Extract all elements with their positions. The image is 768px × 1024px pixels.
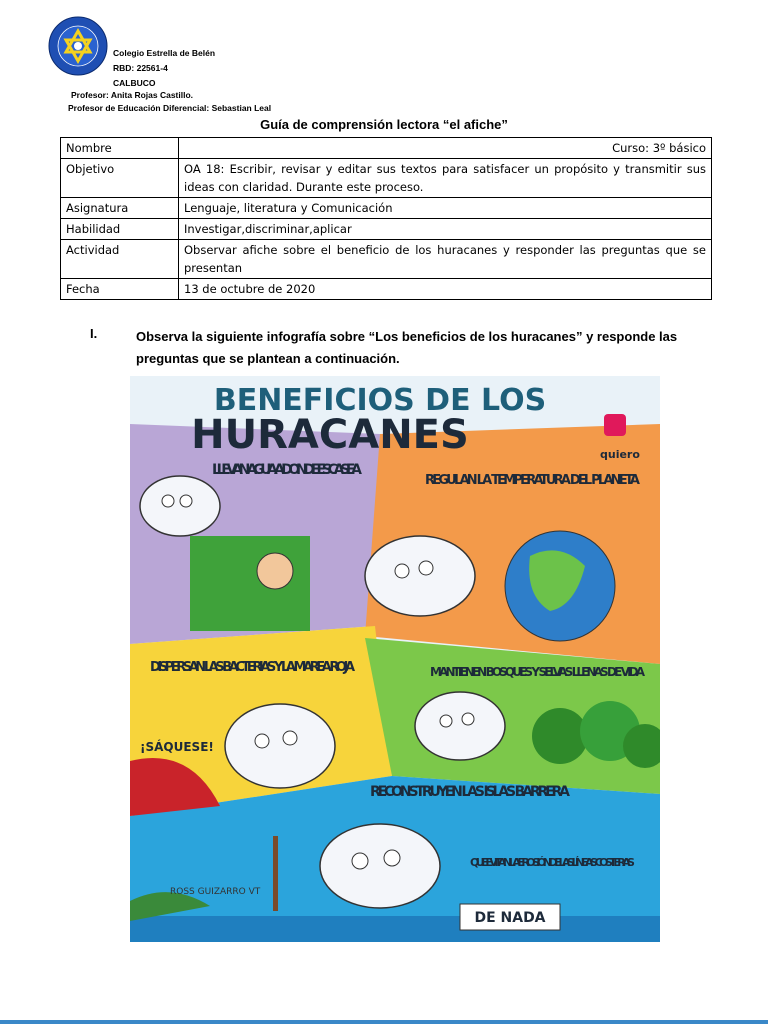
- row-value: Investigar,discriminar,aplicar: [179, 219, 712, 240]
- course-label: Curso: 3º básico: [612, 141, 706, 155]
- hurricane-poster: [130, 376, 660, 942]
- tree: [532, 708, 588, 764]
- school-rbd: RBD: 22561-4: [113, 63, 168, 73]
- cloud-character: [225, 704, 335, 788]
- row-value: Observar afiche sobre el beneficio de los huracanes y responder las preguntas que se presentan: [179, 240, 712, 279]
- brand-logo: [604, 414, 626, 436]
- cloud-character: [320, 824, 440, 908]
- table-row: [61, 198, 712, 219]
- row-label: Fecha: [61, 279, 179, 300]
- table-row: [61, 240, 712, 279]
- row-label: Actividad: [61, 240, 179, 279]
- forest-text: MANTIENEN BOSQUES Y SELVAS LLENAS DE VIDA: [430, 665, 645, 679]
- artist-signature: ROSS GUIZARRO VT: [170, 887, 261, 897]
- cloud-character: [415, 692, 505, 760]
- shovel: [273, 836, 278, 911]
- erosion-text: QUE EVITAN LA EROSIÓN DE LAS LÍNEAS COSTERAS: [470, 856, 635, 869]
- special-teacher-name: Profesor de Educación Diferencial: Sebastian Leal: [68, 103, 272, 113]
- thanks-text: DE NADA: [474, 910, 546, 926]
- islands-text: RECONSTRUYEN LAS ISLAS BARRERA: [370, 784, 570, 800]
- section-number: I.: [90, 326, 98, 341]
- cloud-character: [365, 536, 475, 616]
- table-row: [61, 159, 712, 198]
- bacteria-text: DISPERSAN LAS BACTERIAS Y LA MAREA ROJA: [150, 660, 356, 675]
- row-label: Habilidad: [61, 219, 179, 240]
- shout-text: ¡SÁQUESE!: [140, 740, 214, 754]
- school-logo: [48, 16, 108, 76]
- table-row: [61, 219, 712, 240]
- row-label: Objetivo: [61, 159, 179, 198]
- teacher-info: [68, 89, 271, 115]
- school-name: Colegio Estrella de Belén: [113, 48, 216, 58]
- row-label: Nombre: [61, 138, 179, 159]
- instruction-text: Observa la siguiente infografía sobre “Los beneficios de los huracanes” y responde las preguntas que se plantean a continuación.: [136, 329, 678, 366]
- water-text: LLEVAN AGUA A DONDE ESCASEA: [212, 462, 363, 478]
- farmer: [257, 553, 293, 589]
- row-value: Lenguaje, literatura y Comunicación: [179, 198, 712, 219]
- row-value: OA 18: Escribir, revisar y editar sus textos para satisfacer un propósito y transmitir sus ideas con claridad. Durante este proceso.: [179, 159, 712, 198]
- cloud-character: [140, 476, 220, 536]
- row-value: 13 de octubre de 2020: [179, 279, 712, 300]
- corn-field: [190, 536, 310, 631]
- table-row: [61, 279, 712, 300]
- page-footer-line: [0, 1020, 768, 1024]
- teacher-name: Profesor: Anita Rojas Castillo.: [71, 90, 194, 100]
- poster-title-line1: BENEFICIOS DE LOS: [213, 383, 547, 418]
- school-info: [113, 46, 215, 91]
- brand-label: quiero: [600, 448, 640, 461]
- row-label: Asignatura: [61, 198, 179, 219]
- table-row: [61, 138, 712, 159]
- document-title: Guía de comprensión lectora “el afiche”: [260, 117, 508, 132]
- info-table: [60, 137, 712, 300]
- name-field[interactable]: [179, 138, 712, 159]
- temperature-text: REGULAN LA TEMPERATURA DEL PLANETA: [425, 473, 640, 488]
- poster-title-line2: HURACANES: [191, 412, 469, 458]
- school-city: CALBUCO: [113, 78, 156, 88]
